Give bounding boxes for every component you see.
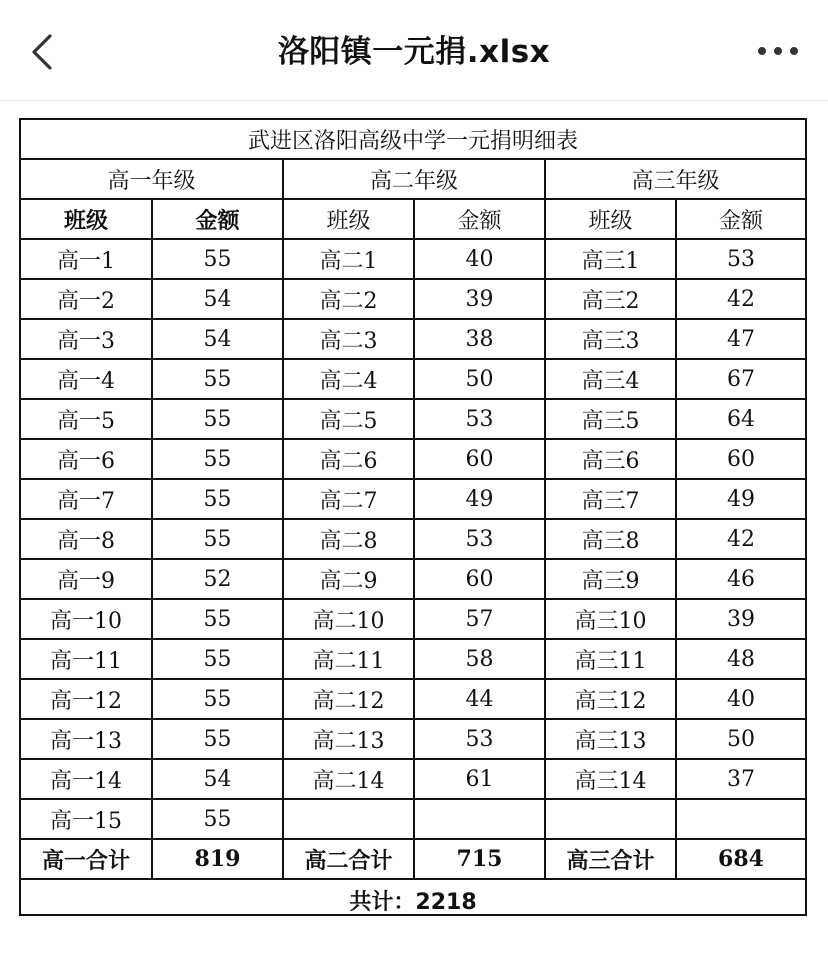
donation-table	[21, 120, 805, 920]
table-row	[21, 719, 805, 759]
amount-cell[interactable]: 55	[152, 439, 283, 479]
class-cell[interactable]: 高二7	[283, 479, 414, 519]
spreadsheet-view[interactable]	[19, 118, 807, 916]
class-cell[interactable]: 高二8	[283, 519, 414, 559]
subtotal-label[interactable]: 高二合计	[283, 839, 414, 879]
amount-cell[interactable]: 55	[152, 679, 283, 719]
class-cell[interactable]: 高二3	[283, 319, 414, 359]
more-dot	[774, 47, 782, 55]
subtotal-value[interactable]: 819	[152, 839, 283, 879]
more-dots-icon	[758, 47, 766, 55]
class-cell[interactable]: 高三13	[545, 719, 676, 759]
amount-cell[interactable]: 55	[152, 719, 283, 759]
amount-cell[interactable]: 57	[414, 599, 545, 639]
class-cell[interactable]: 高一7	[21, 479, 152, 519]
class-cell[interactable]	[545, 799, 676, 839]
class-cell[interactable]: 高一10	[21, 599, 152, 639]
class-cell[interactable]: 高二13	[283, 719, 414, 759]
amount-cell[interactable]: 60	[414, 439, 545, 479]
amount-cell[interactable]: 38	[414, 319, 545, 359]
class-cell[interactable]: 高二2	[283, 279, 414, 319]
col-header-class: 班级	[21, 199, 152, 239]
class-cell[interactable]: 高二4	[283, 359, 414, 399]
amount-cell[interactable]: 55	[152, 399, 283, 439]
class-cell[interactable]: 高一15	[21, 799, 152, 839]
amount-cell[interactable]: 47	[676, 319, 805, 359]
amount-cell[interactable]: 55	[152, 599, 283, 639]
table-row	[21, 399, 805, 439]
class-cell[interactable]: 高三8	[545, 519, 676, 559]
table-row	[21, 279, 805, 319]
class-cell[interactable]: 高三5	[545, 399, 676, 439]
file-title: 洛阳镇一元捐.xlsx	[277, 34, 551, 70]
class-cell[interactable]: 高一5	[21, 399, 152, 439]
table-row	[21, 479, 805, 519]
amount-cell[interactable]: 54	[152, 279, 283, 319]
amount-cell[interactable]: 55	[152, 799, 283, 839]
table-row	[21, 359, 805, 399]
back-button[interactable]	[22, 30, 66, 74]
grade-header-2: 高二年级	[283, 159, 545, 199]
table-row	[21, 759, 805, 799]
class-cell[interactable]: 高三9	[545, 559, 676, 599]
class-cell[interactable]: 高一8	[21, 519, 152, 559]
amount-cell[interactable]: 49	[676, 479, 805, 519]
more-dot	[790, 47, 798, 55]
amount-cell[interactable]: 42	[676, 519, 805, 559]
amount-cell[interactable]: 50	[676, 719, 805, 759]
class-cell[interactable]: 高二9	[283, 559, 414, 599]
amount-cell[interactable]: 61	[414, 759, 545, 799]
amount-cell[interactable]: 54	[152, 319, 283, 359]
class-cell[interactable]: 高三10	[545, 599, 676, 639]
table-row	[21, 799, 805, 839]
table-row	[21, 679, 805, 719]
amount-cell[interactable]: 55	[152, 639, 283, 679]
grand-total-row	[21, 879, 805, 920]
class-cell[interactable]: 高一1	[21, 239, 152, 279]
amount-cell[interactable]: 39	[414, 279, 545, 319]
amount-cell[interactable]: 58	[414, 639, 545, 679]
class-cell[interactable]: 高三3	[545, 319, 676, 359]
amount-cell[interactable]: 37	[676, 759, 805, 799]
class-cell[interactable]: 高一14	[21, 759, 152, 799]
table-row	[21, 519, 805, 559]
amount-cell[interactable]: 53	[414, 399, 545, 439]
class-cell[interactable]: 高三2	[545, 279, 676, 319]
col-header-class: 班级	[283, 199, 414, 239]
amount-cell[interactable]	[414, 799, 545, 839]
table-row	[21, 239, 805, 279]
table-row	[21, 559, 805, 599]
class-cell[interactable]	[283, 799, 414, 839]
top-navigation-bar	[0, 0, 828, 101]
class-cell[interactable]: 高三4	[545, 359, 676, 399]
amount-cell[interactable]: 53	[676, 239, 805, 279]
amount-cell[interactable]: 55	[152, 239, 283, 279]
subtotal-label[interactable]: 高三合计	[545, 839, 676, 879]
amount-cell[interactable]: 60	[676, 439, 805, 479]
amount-cell[interactable]: 40	[676, 679, 805, 719]
col-header-amount: 金额	[414, 199, 545, 239]
class-cell[interactable]: 高三11	[545, 639, 676, 679]
class-cell[interactable]: 高三7	[545, 479, 676, 519]
amount-cell[interactable]: 60	[414, 559, 545, 599]
table-row	[21, 639, 805, 679]
class-cell[interactable]: 高二10	[283, 599, 414, 639]
amount-cell[interactable]: 50	[414, 359, 545, 399]
class-cell[interactable]: 高三12	[545, 679, 676, 719]
class-cell[interactable]: 高二11	[283, 639, 414, 679]
amount-cell[interactable]: 67	[676, 359, 805, 399]
amount-cell[interactable]: 52	[152, 559, 283, 599]
class-cell[interactable]: 高二6	[283, 439, 414, 479]
table-row	[21, 319, 805, 359]
amount-cell[interactable]: 53	[414, 519, 545, 559]
amount-cell[interactable]: 42	[676, 279, 805, 319]
class-cell[interactable]: 高二12	[283, 679, 414, 719]
subtotal-label[interactable]: 高一合计	[21, 839, 152, 879]
class-cell[interactable]: 高一13	[21, 719, 152, 759]
col-header-amount: 金额	[152, 199, 283, 239]
amount-cell[interactable]: 46	[676, 559, 805, 599]
class-cell[interactable]: 高三6	[545, 439, 676, 479]
class-cell[interactable]: 高一6	[21, 439, 152, 479]
table-title: 武进区洛阳高级中学一元捐明细表	[21, 120, 805, 159]
amount-cell[interactable]: 64	[676, 399, 805, 439]
class-cell[interactable]: 高一4	[21, 359, 152, 399]
amount-cell[interactable]	[676, 799, 805, 839]
amount-cell[interactable]: 44	[414, 679, 545, 719]
amount-cell[interactable]: 54	[152, 759, 283, 799]
table-row	[21, 439, 805, 479]
grand-total[interactable]: 共计：2218	[21, 879, 805, 920]
class-cell[interactable]: 高一3	[21, 319, 152, 359]
amount-cell[interactable]: 40	[414, 239, 545, 279]
class-cell[interactable]: 高三1	[545, 239, 676, 279]
col-header-class: 班级	[545, 199, 676, 239]
class-cell[interactable]: 高二5	[283, 399, 414, 439]
table-row	[21, 599, 805, 639]
amount-cell[interactable]: 55	[152, 479, 283, 519]
grade-header-3: 高三年级	[545, 159, 805, 199]
class-cell[interactable]: 高一12	[21, 679, 152, 719]
col-header-amount: 金额	[676, 199, 805, 239]
class-cell[interactable]: 高三14	[545, 759, 676, 799]
amount-cell[interactable]: 48	[676, 639, 805, 679]
class-cell[interactable]: 高一11	[21, 639, 152, 679]
amount-cell[interactable]: 55	[152, 359, 283, 399]
grade-header-1: 高一年级	[21, 159, 283, 199]
class-cell[interactable]: 高一9	[21, 559, 152, 599]
amount-cell[interactable]: 49	[414, 479, 545, 519]
subtotal-value[interactable]: 715	[414, 839, 545, 879]
class-cell[interactable]: 高一2	[21, 279, 152, 319]
subtotal-row	[21, 839, 805, 879]
subtotal-value[interactable]: 684	[676, 839, 805, 879]
class-cell[interactable]: 高二14	[283, 759, 414, 799]
chevron-left-icon	[22, 30, 66, 74]
class-cell[interactable]: 高二1	[283, 239, 414, 279]
more-options-button[interactable]	[758, 36, 798, 66]
amount-cell[interactable]: 55	[152, 519, 283, 559]
amount-cell[interactable]: 39	[676, 599, 805, 639]
amount-cell[interactable]: 53	[414, 719, 545, 759]
